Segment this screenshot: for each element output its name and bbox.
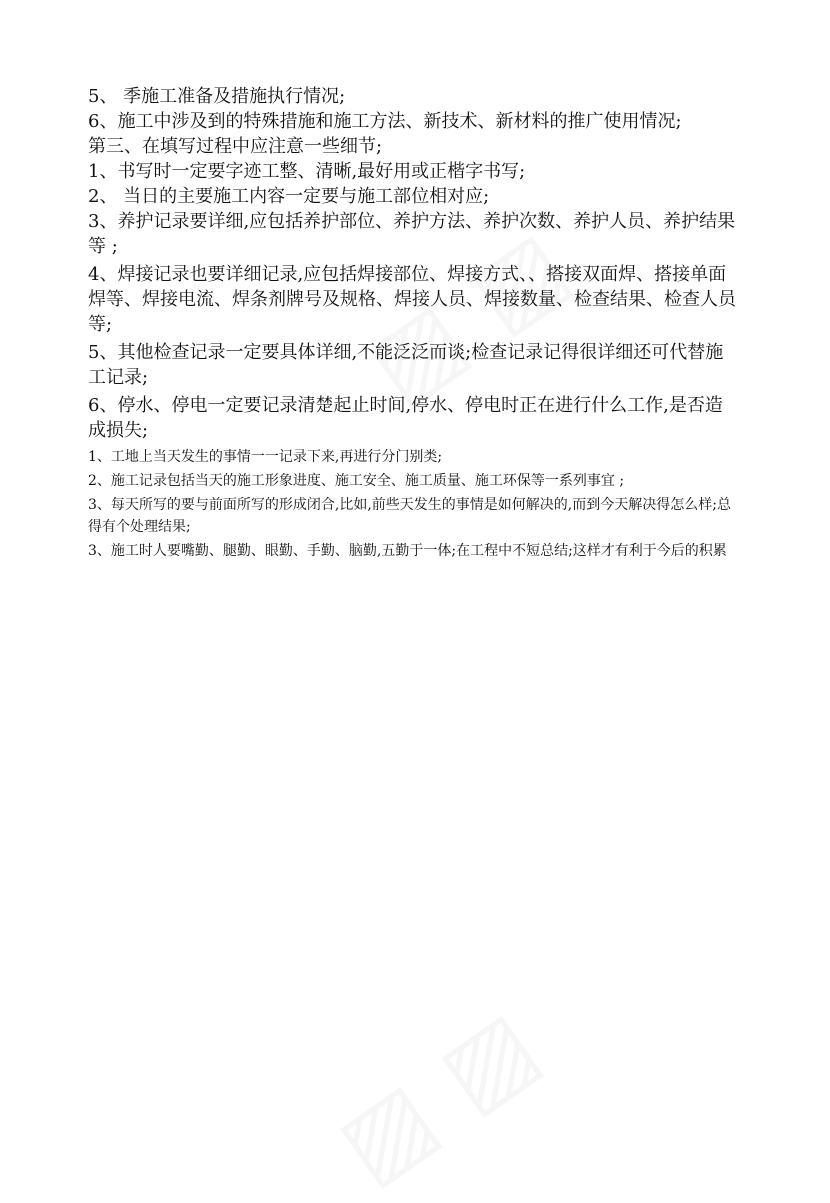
paragraph: 5、其他检查记录一定要具体详细,不能泛泛而谈;检查记录记得很详细还可代替施工记录; <box>88 342 724 388</box>
paragraph: 1、工地上当天发生的事情一一记录下来,再进行分门别类; <box>88 449 443 465</box>
watermark <box>317 989 557 1203</box>
paragraph: 1、书写时一定要字迹工整、清晰,最好用或正楷字书写; <box>88 161 526 182</box>
paragraph: 3、每天所写的要与前面所写的形成闭合,比如,前些天发生的事情是如何解决的,而到今天解决得怎么样;总得有个处理结果; <box>88 497 731 535</box>
paragraph: 3、养护记录要详细,应包括养护部位、养护方法、养护次数、养护人员、养护结果等 ; <box>88 211 736 257</box>
paragraph: 6、施工中涉及到的特殊措施和施工方法、新技术、新材料的推广使用情况; <box>88 111 682 132</box>
paragraph: 6、停水、停电一定要记录清楚起止时间,停水、停电时正在进行什么工作,是否造成损失; <box>88 395 723 441</box>
paragraph: 4、焊接记录也要详细记录,应包括焊接部位、焊接方式、、搭接双面焊、搭接单面焊等、焊接电流、焊条剂牌号及规格、焊接人员、焊接数量、检查结果、检查人员等; <box>88 264 736 335</box>
paragraph: 3、施工时人要嘴勤、腿勤、眼勤、手勤、脑勤,五勤于一体;在工程中不短总结;这样才有利于今后的积累 <box>88 543 727 559</box>
paragraph: 5、 季施工准备及措施执行情况; <box>88 86 346 107</box>
paragraph: 2、施工记录包括当天的施工形象进度、施工安全、施工质量、施工环保等一系列事宜 ; <box>88 473 625 489</box>
document-body <box>88 84 738 564</box>
paragraph: 2、 当日的主要施工内容一定要与施工部位相对应; <box>88 186 490 207</box>
paragraph: 第三、在填写过程中应注意一些细节; <box>88 136 383 157</box>
